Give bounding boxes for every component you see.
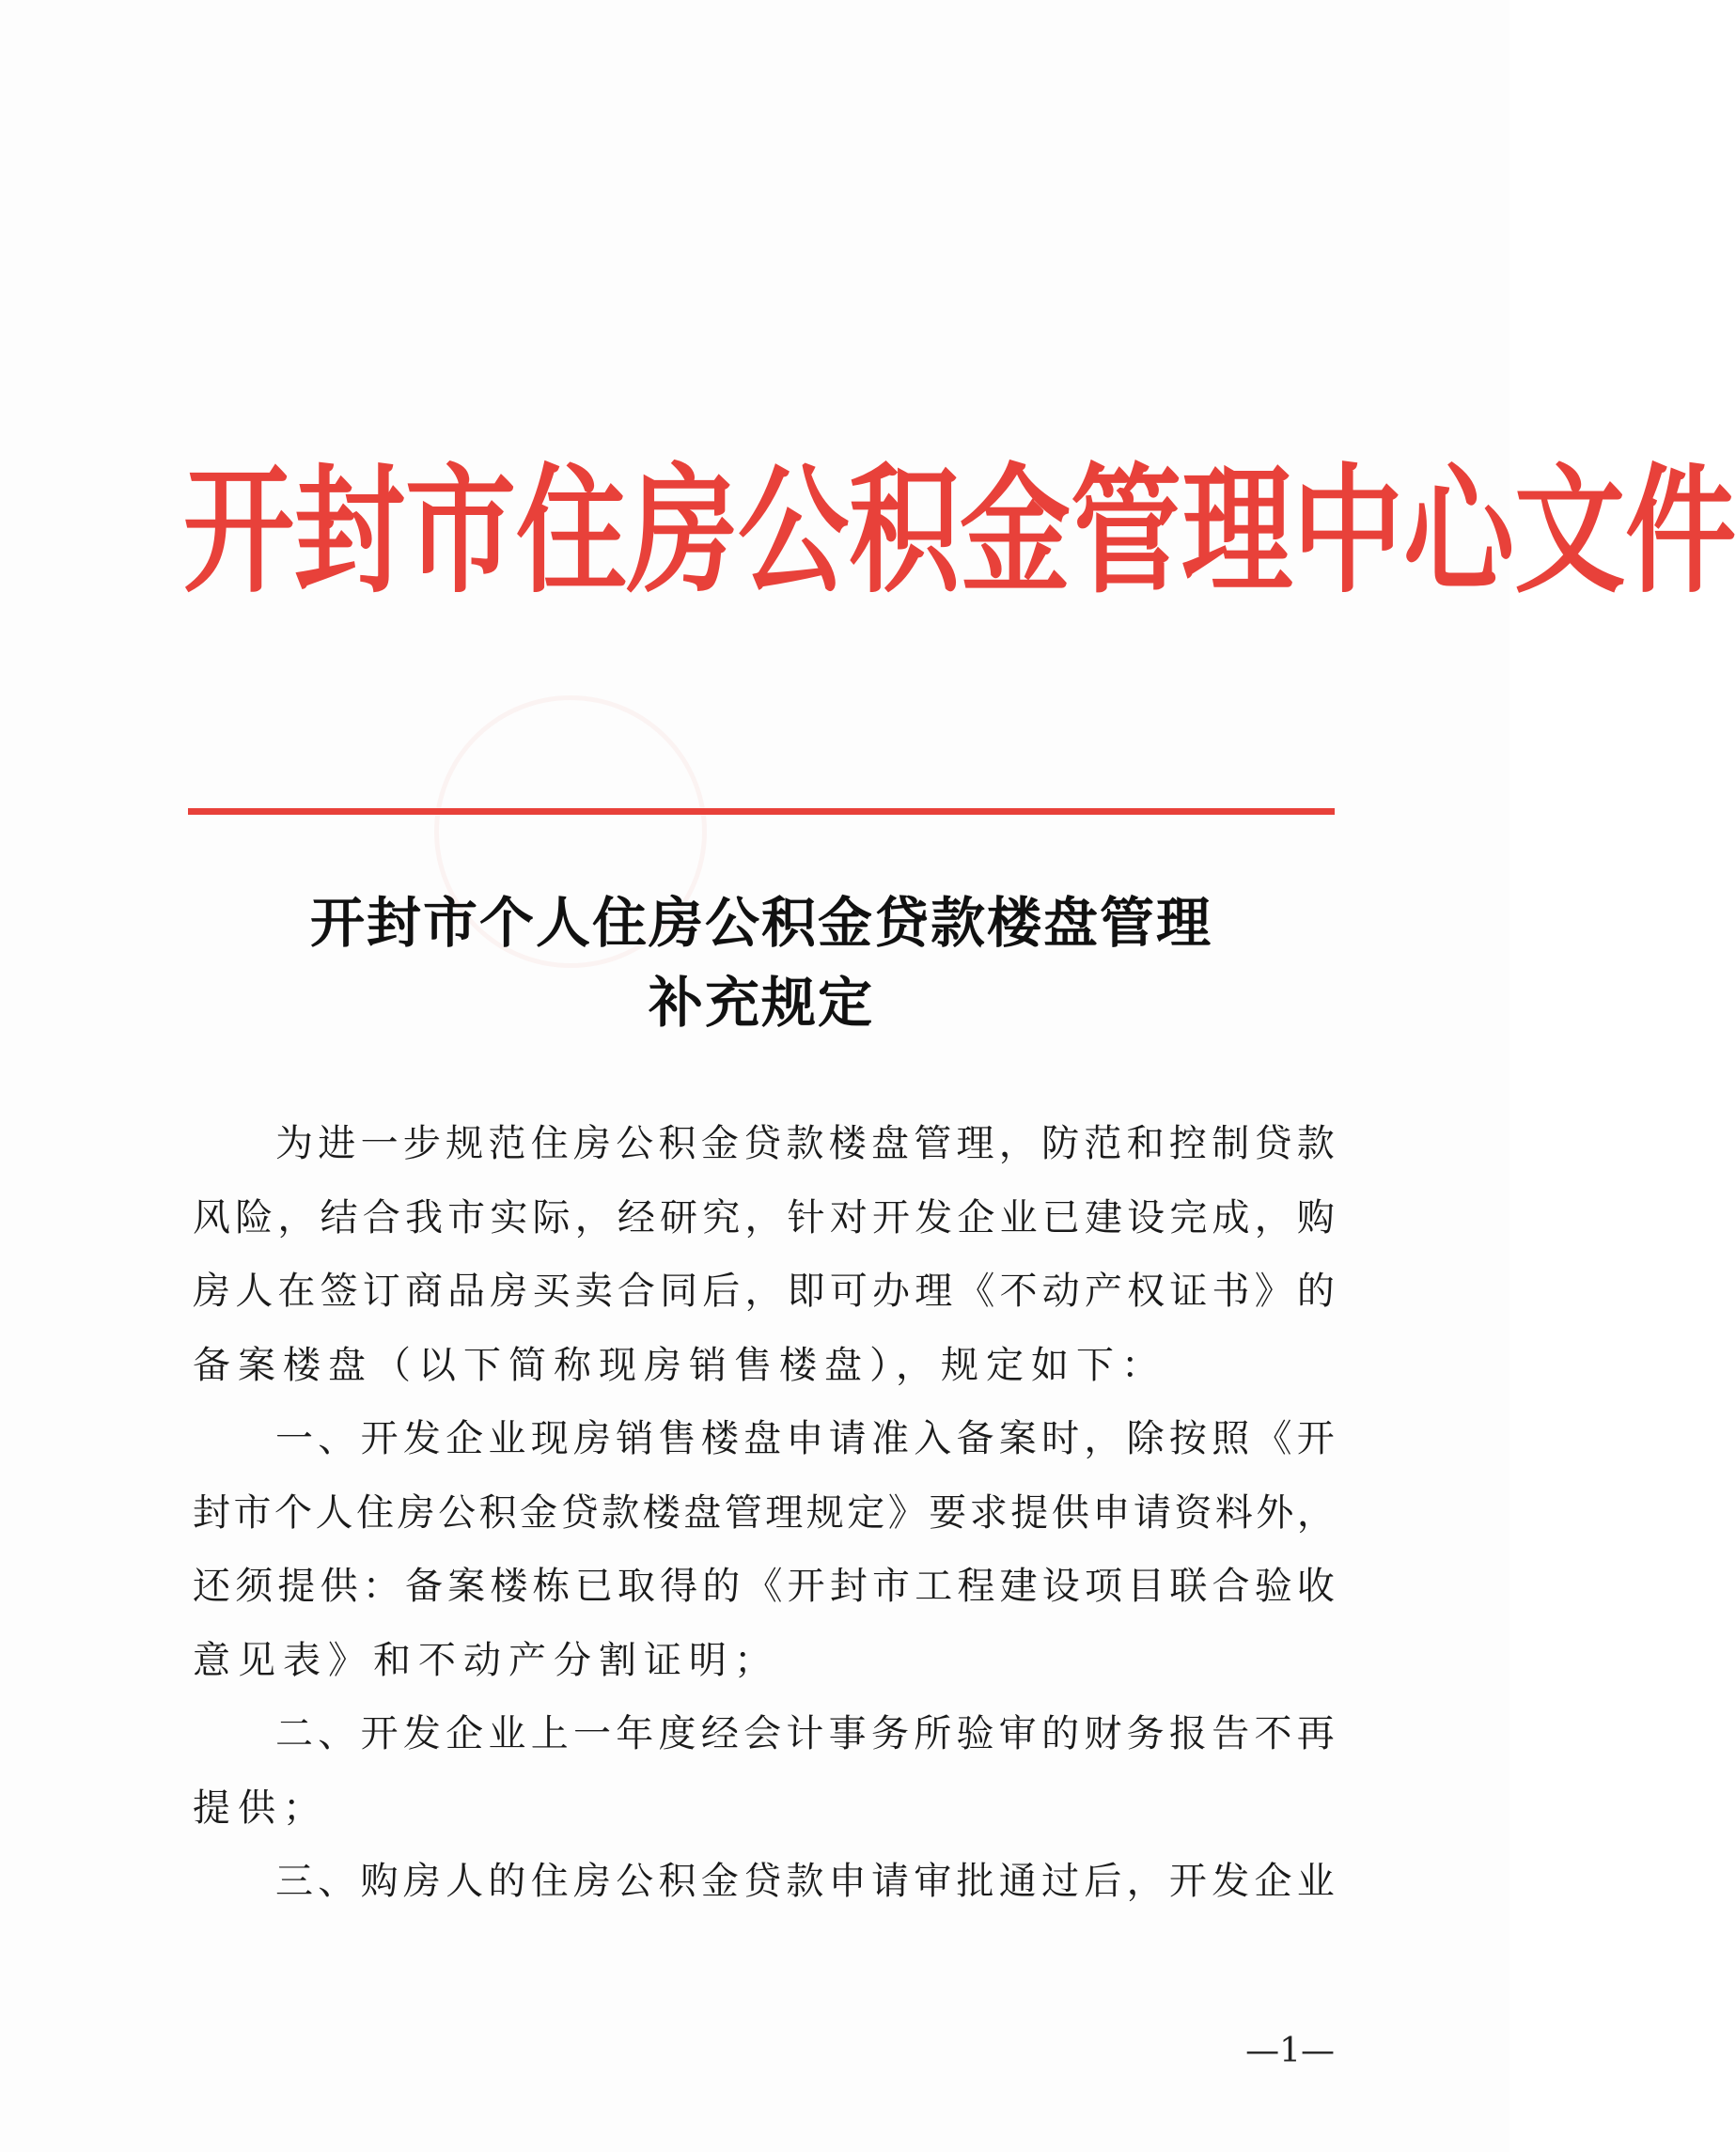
body-line: 二 、 开 发 企 业 上 一 年 度 经 会 计 事 务 所 验 审 的 财 务 报 告 不 再 [275, 1712, 1335, 1755]
masthead-char: 封 [294, 448, 406, 613]
masthead-char: 公 [738, 448, 850, 613]
body-line: 封 市 个 人 住 房 公 积 金 贷 款 楼 盘 管 理 规 定 》 要 求 提 供 申 请 资 料 外 ， [193, 1490, 1335, 1535]
document-title-line-1: 开封市个人住房公积金贷款楼盘管理 [309, 891, 1212, 955]
masthead-char: 中 [1292, 448, 1404, 613]
body-line: 备案楼盘（以下简称现房销售楼盘），规定如下： [193, 1343, 1166, 1387]
masthead-char: 心 [1403, 448, 1515, 613]
body-line: 意见表》和不动产分割证明； [193, 1638, 779, 1682]
document-masthead [183, 448, 1736, 613]
body-line: 一 、 开 发 企 业 现 房 销 售 楼 盘 申 请 准 入 备 案 时 ， 除 按 照 《 开 [275, 1417, 1335, 1460]
masthead-char: 开 [183, 448, 295, 613]
body-line: 还 须 提 供 ： 备 案 楼 栋 已 取 得 的 《 开 封 市 工 程 建 设 项 目 联 合 验 收 [193, 1565, 1335, 1608]
page-number: —1— [1245, 2032, 1335, 2070]
document-body [193, 1107, 1335, 1919]
masthead-char: 理 [1181, 448, 1293, 613]
body-line: 三 、 购 房 人 的 住 房 公 积 金 贷 款 申 请 审 批 通 过 后 ， 开 发 企 业 [275, 1860, 1335, 1903]
masthead-char: 金 [960, 448, 1071, 613]
body-line: 风 险 ， 结 合 我 市 实 际 ， 经 研 究 ， 针 对 开 发 企 业 已 建 设 完 成 ， 购 [193, 1195, 1335, 1240]
body-line: 房 人 在 签 订 商 品 房 买 卖 合 同 后 ， 即 可 办 理 《 不 动 产 权 证 书 》 的 [193, 1270, 1335, 1313]
masthead-char: 住 [516, 448, 628, 613]
masthead-char: 件 [1625, 448, 1736, 613]
body-line: 提供； [193, 1786, 328, 1830]
masthead-char: 文 [1514, 448, 1626, 613]
document-title-line-2: 补充规定 [648, 971, 874, 1035]
masthead-char: 管 [1071, 448, 1182, 613]
masthead-char: 市 [405, 448, 517, 613]
red-divider-line [188, 808, 1335, 815]
masthead-char: 房 [627, 448, 739, 613]
body-line: 为 进 一 步 规 范 住 房 公 积 金 贷 款 楼 盘 管 理 ， 防 范 和 控 制 贷 款 [275, 1122, 1335, 1165]
masthead-char: 积 [849, 448, 961, 613]
